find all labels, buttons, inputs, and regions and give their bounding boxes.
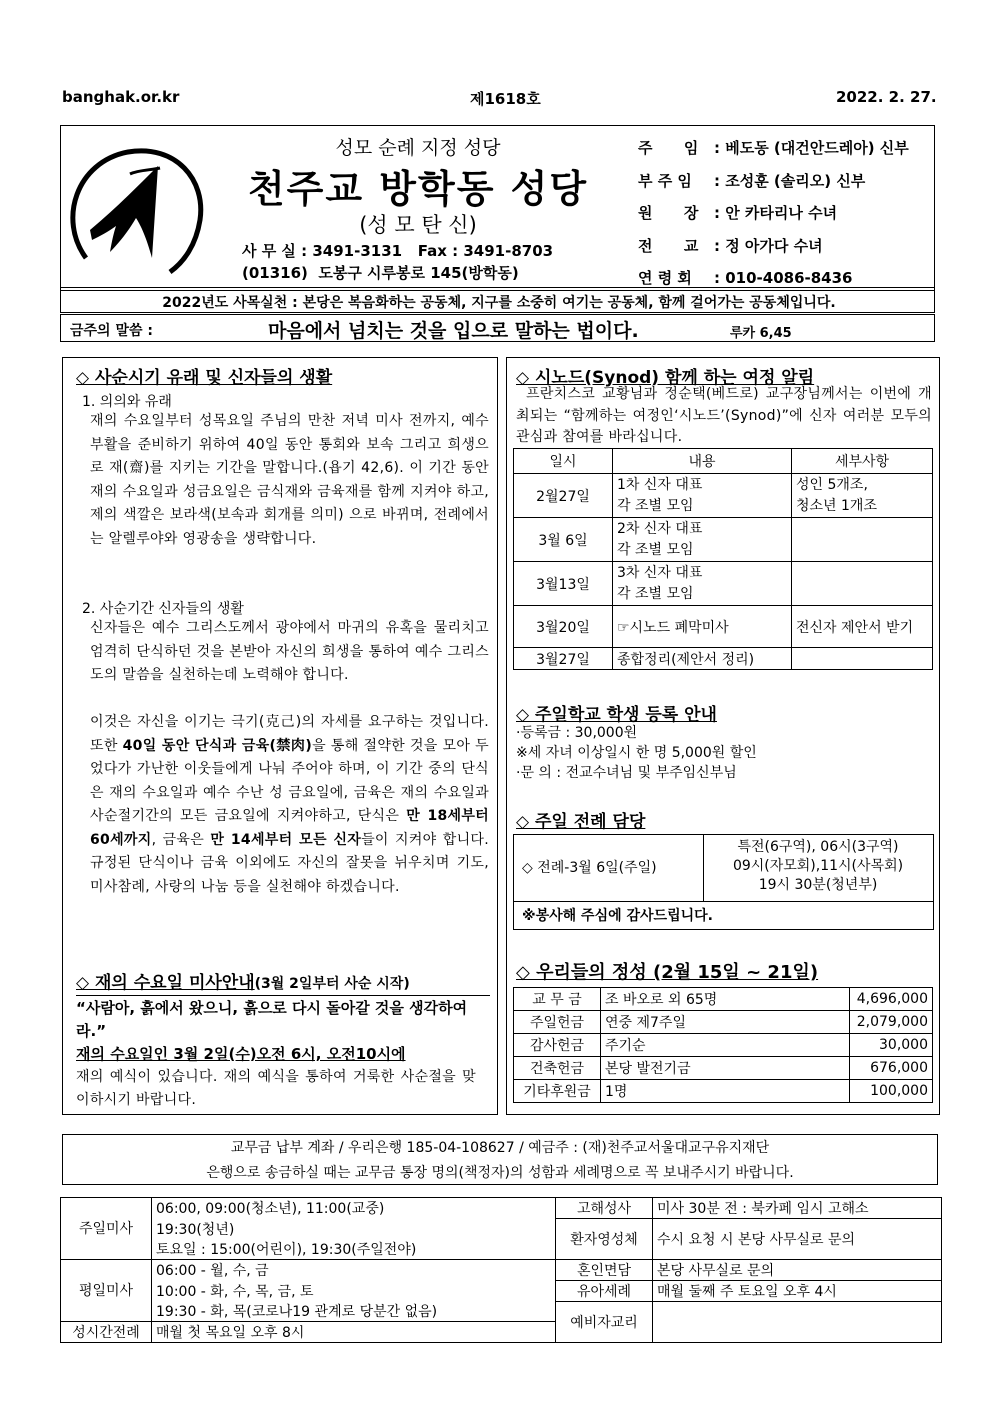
- synod-intro: 프란치스코 교황님과 정순택(베드로) 교구장님께서는 이번에 개최되는 “함께하는 여정인‘시노드’(Synod)”에 신자 여러분 모두의 관심과 참여를 바라십니다.: [516, 386, 932, 445]
- lent-title: ◇ 사순시기 유래 및 신자들의 생활: [76, 368, 333, 388]
- weekday-mass-label: 평일미사: [61, 1259, 152, 1322]
- synod-row: 3월27일 종합정리(제안서 정리): [514, 648, 933, 670]
- pastoral-motto: 2022년도 사목실천 : 본당은 복음화하는 공동체, 지구를 소중히 여기는 공동체, 함께 걸어가는 공동체입니다.: [162, 295, 836, 311]
- lent-para-3: 이것은 자신을 이기는 극기(克己)의 자세를 요구하는 것입니다. 또한 40일 동안 단식과 금육(禁肉)을 통해 절약한 것을 모아 두었다가 가난한 이웃들에게 나눠 주어야 하며, 이 기간 중의 단식은 재의 수요일과 예수 수난 성 금요일에, 금육은 재의 수요일과 사순절기간의 모든 금요일에 지켜야하고, 단식은 만 18세부터 60세까지, 금육은 만 14세부터 모든 신자들이 지켜야 합니다. 규정된 단식이나 금육 이외에도 자신의 잘못을 뉘우치며 기도, 미사참례, 사랑의 나눔 등을 실천해야 하겠습니다.: [90, 714, 489, 895]
- staff-row: 부 주 임 : 조성훈 (솔리오) 신부: [638, 171, 866, 190]
- synod-row: 3월 6일 2차 신자 대표 각 조별 모임: [514, 518, 933, 562]
- bank-notice: 은행으로 송금하실 때는 교무금 통장 명의(책정자)의 성함과 세례명으로 꼭 보내주시기 바랍니다.: [206, 1165, 794, 1181]
- synod-row: 3월20일 ☞시노드 폐막미사 전신자 제안서 받기: [514, 606, 933, 648]
- liturgy-title: ◇ 주일 전례 담당: [516, 812, 646, 832]
- schedule-table: 주일미사 06:00, 09:00(청소년), 11:00(교중) 고해성사 미사 30분 전 : 북카페 임시 고해소 19:30(청년) 환자영성체 수시 요청 시 본당 사무실로 문의 토요일 : 15:00(어린이), 19:30(주일전야) 평일미사 06:00 - 월, 수, 금 혼인면담 본당 사무실로 문의 10:00 - 화, 수, 목, 금, 토 유아세례 매월 둘째 주 토요일 오후 4시 19:30 - 화, 목(코로나19 관계로 당분간 없음) 예비자교리 성시간전례 매월 첫 목요일 오후 8시: [60, 1197, 942, 1343]
- staff-row: 주 임 : 베도동 (대건안드레아) 신부: [638, 139, 909, 157]
- weekly-word-label: 금주의 말씀 :: [70, 323, 153, 339]
- school-info: ·등록금 : 30,000원 ※세 자녀 이상일시 한 명 5,000원 할인 ·문 의 : 전교수녀님 및 부주임신부님: [516, 725, 757, 781]
- lent-para-1: 재의 수요일부터 성목요일 주님의 만찬 저녁 미사 전까지, 예수 부활을 준비하기 위하여 40일 동안 통회와 보속 그리고 희생으로 재(齋)를 지키는 기간을 말합니다.(욥기 42,6). 이 기간 동안 재의 수요일과 성금요일은 금식재와 금육재를 함께 지켜야 하고, 제의 색깔은 보라색(보속과 회개를 의미) 으로 바뀌며, 전례에서는 알렐루야와 영광송을 생략합니다.: [90, 413, 489, 547]
- ash-time: 재의 수요일인 3월 2일(수)오전 6시, 오전10시에: [76, 1045, 406, 1063]
- lent-heading-2: 2. 사순기간 신자들의 생활: [82, 601, 244, 617]
- offering-row: 교 무 금 조 바오로 외 65명 4,696,000: [514, 988, 933, 1011]
- staff-row: 연 령 회 : 010-4086-8436: [638, 269, 853, 287]
- parish-patron: (성 모 탄 신): [359, 213, 477, 237]
- weekly-word-text: 마음에서 넘치는 것을 입으로 말하는 법이다.: [268, 320, 639, 342]
- office-phone: 사 무 실 : 3491-3131 Fax : 3491-8703: [242, 242, 554, 260]
- office-address: (01316) 도봉구 시루봉로 145(방학동): [242, 264, 519, 282]
- offering-title: ◇ 우리들의 정성 (2월 15일 ~ 21일): [516, 962, 819, 983]
- offering-row: 감사헌금 주기순 30,000: [514, 1034, 933, 1057]
- staff-list: [638, 132, 909, 295]
- issue-date: 2022. 2. 27.: [836, 88, 937, 106]
- adoration-label: 성시간전례: [61, 1322, 152, 1343]
- offering-row: 주일헌금 연중 제7주일 2,079,000: [514, 1011, 933, 1034]
- liturgy-thanks: ※봉사해 주심에 감사드립니다.: [522, 908, 713, 924]
- staff-row: 원 장 : 안 카타리나 수녀: [638, 204, 838, 222]
- site-url: banghak.or.kr: [62, 88, 180, 106]
- weekly-word-ref: 루카 6,45: [730, 326, 792, 341]
- school-title: ◇ 주일학교 학생 등록 안내: [516, 705, 717, 725]
- sunday-mass-label: 주일미사: [61, 1198, 152, 1260]
- offering-table: [513, 987, 933, 1103]
- synod-title: ◇ 시노드(Synod) 함께 하는 여정 알림: [516, 368, 815, 388]
- parish-title: 천주교 방학동 성당: [247, 167, 589, 211]
- synod-table: [513, 448, 933, 670]
- parish-logo-icon: [66, 140, 206, 280]
- ash-quote: “사람아, 흙에서 왔으니, 흙으로 다시 돌아갈 것을 생각하여라.”: [76, 999, 468, 1040]
- header-subtitle: 성모 순례 지정 성당: [335, 137, 501, 159]
- liturgy-groups: 특전(6구역), 06시(3구역) 09시(자모회),11시(사목회) 19시 30분(청년부): [732, 839, 904, 893]
- staff-row: 전 교 : 정 아가다 수녀: [638, 236, 823, 255]
- offering-row: 건축헌금 본당 발전기금 676,000: [514, 1057, 933, 1080]
- bank-account: 교무금 납부 계좌 / 우리은행 185-04-108627 / 예금주 : (재)천주교서울대교구유지재단: [230, 1140, 770, 1156]
- issue-number: 제1618호: [470, 90, 541, 108]
- ash-title: ◇ 재의 수요일 미사안내(3월 2일부터 사순 시작): [76, 968, 490, 996]
- liturgy-date: ◇ 전례-3월 6일(주일): [522, 860, 657, 876]
- offering-row: 기타후원금 1명 100,000: [514, 1080, 933, 1103]
- lent-para-2: 신자들은 예수 그리스도께서 광야에서 마귀의 유혹을 물리치고 엄격히 단식하던 것을 본받아 자신의 희생을 통하여 예수 그리스도의 말씀을 실천하는데 노력해야 합니다.: [90, 620, 489, 683]
- synod-row: 3월13일 3차 신자 대표 각 조별 모임: [514, 562, 933, 606]
- lent-heading-1: 1. 의의와 유래: [82, 394, 172, 410]
- synod-table-header: 일시 내용 세부사항: [514, 449, 933, 474]
- ash-body: 재의 예식이 있습니다. 재의 예식을 통하여 거룩한 사순절을 맞이하시기 바랍니다.: [76, 1069, 476, 1108]
- synod-row: 2월27일 1차 신자 대표 각 조별 모임 성인 5개조, 청소년 1개조: [514, 474, 933, 518]
